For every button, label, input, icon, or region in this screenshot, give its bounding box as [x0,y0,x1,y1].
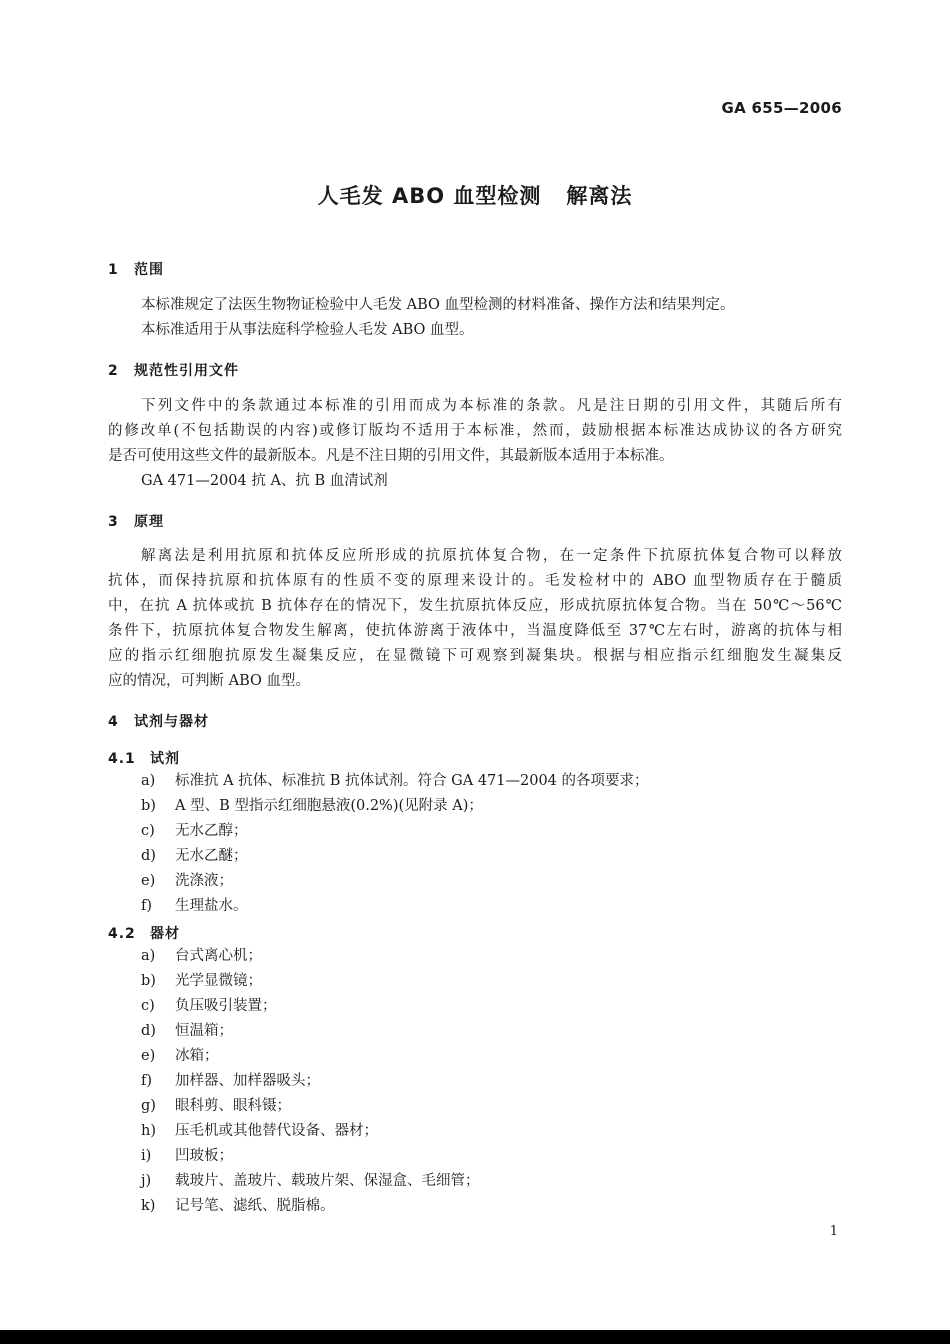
section-number: 4 [108,714,119,730]
list-item-text: 眼科剪、眼科镊； [175,1098,291,1114]
list-item [141,994,277,1019]
section-3-line: 应的情况，可判断 ABO 血型。 [108,673,311,689]
list-item-text: 冰箱； [175,1048,219,1064]
list-item-label: a) [141,948,156,964]
list-item-text: 记号笔、滤纸、脱脂棉。 [175,1198,335,1214]
section-title: 原理 [134,514,164,530]
document-title: 人毛发 ABO 血型检测 解离法 [317,184,633,208]
list-item [141,1019,233,1044]
list-item [141,1069,320,1094]
list-item-label: e) [141,1048,156,1064]
list-item [141,894,248,919]
list-item-label: j) [141,1173,152,1189]
subsection-4-1-heading [108,748,180,768]
list-item-text: 生理盐水。 [175,898,248,914]
list-item-text: 载玻片、盖玻片、载玻片架、保湿盒、毛细管； [175,1173,480,1189]
list-item-label: e) [141,873,156,889]
list-item-text: 洗涤液； [175,873,233,889]
list-item-text: 标准抗 A 抗体、标准抗 B 抗体试剂。符合 GA 471—2004 的各项要求； [175,773,649,789]
list-item [141,944,262,969]
list-item-label: h) [141,1123,156,1139]
list-item-text: 负压吸引装置； [175,998,277,1014]
list-item-text: 恒温箱； [175,1023,233,1039]
section-2-line: 的修改单(不包括勘误的内容)或修订版均不适用于本标准，然而，鼓励根据本标准达成协议的各方研究 [108,423,842,439]
list-item-text: 加样器、加样器吸头； [175,1073,320,1089]
subsection-title: 试剂 [150,751,180,767]
list-item-text: 无水乙醚； [175,848,248,864]
list-item [141,969,262,994]
section-4-heading [108,711,209,731]
list-item [141,1169,480,1194]
list-item-label: f) [141,1073,153,1089]
list-item-text: A 型、B 型指示红细胞悬液(0.2%)(见附录 A)； [175,798,483,814]
subsection-4-2-heading [108,923,180,943]
list-item-label: k) [141,1198,156,1214]
page-number: 1 [829,1224,838,1239]
list-item-label: d) [141,848,156,864]
list-item-text: 凹玻板； [175,1148,233,1164]
section-3-line: 中，在抗 A 抗体或抗 B 抗体存在的情况下，发生抗原抗体反应，形成抗原抗体复合物。当在 50℃～56℃ [108,598,842,614]
section-3-line: 抗体，而保持抗原和抗体原有的性质不变的原理来设计的。毛发检材中的 ABO 血型物质存在于髓质 [108,573,842,589]
list-item-text: 压毛机或其他替代设备、器材； [175,1123,378,1139]
subsection-number: 4.1 [108,751,136,767]
list-item-label: b) [141,973,156,989]
list-item [141,1194,335,1219]
section-2-line: 是否可使用这些文件的最新版本。凡是不注日期的引用文件，其最新版本适用于本标准。 [108,448,674,464]
section-number: 1 [108,262,119,278]
section-3-line: 解离法是利用抗原和抗体反应所形成的抗原抗体复合物，在一定条件下抗原抗体复合物可以释放 [141,548,842,564]
section-number: 2 [108,363,119,379]
list-item-label: d) [141,1023,156,1039]
list-item-label: g) [141,1098,156,1114]
section-2-line: 下列文件中的条款通过本标准的引用而成为本标准的条款。凡是注日期的引用文件，其随后所有 [141,398,842,414]
section-1-heading [108,259,164,279]
list-item [141,844,248,869]
section-title: 试剂与器材 [134,714,209,730]
section-title: 规范性引用文件 [134,363,239,379]
subsection-number: 4.2 [108,926,136,942]
section-1-paragraph-1: 本标准规定了法医生物物证检验中人毛发 ABO 血型检测的材料准备、操作方法和结果判定。 [141,297,735,313]
list-item-label: b) [141,798,156,814]
list-item [141,1144,233,1169]
list-item-text: 台式离心机； [175,948,262,964]
section-3-line: 条件下，抗原抗体复合物发生解离，使抗体游离于液体中，当温度降低至 37℃左右时，游离的抗体与相 [108,623,842,639]
list-item [141,769,649,794]
section-number: 3 [108,514,119,530]
section-1-paragraph-2: 本标准适用于从事法庭科学检验人毛发 ABO 血型。 [141,322,474,338]
scan-edge-bar [0,1330,950,1344]
list-item [141,1094,291,1119]
list-item-label: c) [141,823,155,839]
list-item [141,1044,219,1069]
list-item [141,869,233,894]
list-item [141,1119,378,1144]
list-item-label: c) [141,998,155,1014]
list-item-label: i) [141,1148,152,1164]
list-item-label: f) [141,898,153,914]
section-3-line: 应的指示红细胞抗原发生凝集反应，在显微镜下可观察到凝集块。根据与相应指示红细胞发生凝集反 [108,648,842,664]
list-item [141,819,248,844]
list-item-text: 无水乙醇； [175,823,248,839]
section-title: 范围 [134,262,164,278]
normative-reference: GA 471—2004 抗 A、抗 B 血清试剂 [141,473,388,489]
list-item [141,794,483,819]
list-item-label: a) [141,773,156,789]
list-item-text: 光学显微镜； [175,973,262,989]
section-2-heading [108,360,239,380]
section-3-heading [108,511,164,531]
standard-code: GA 655—2006 [721,99,842,117]
subsection-title: 器材 [150,926,180,942]
